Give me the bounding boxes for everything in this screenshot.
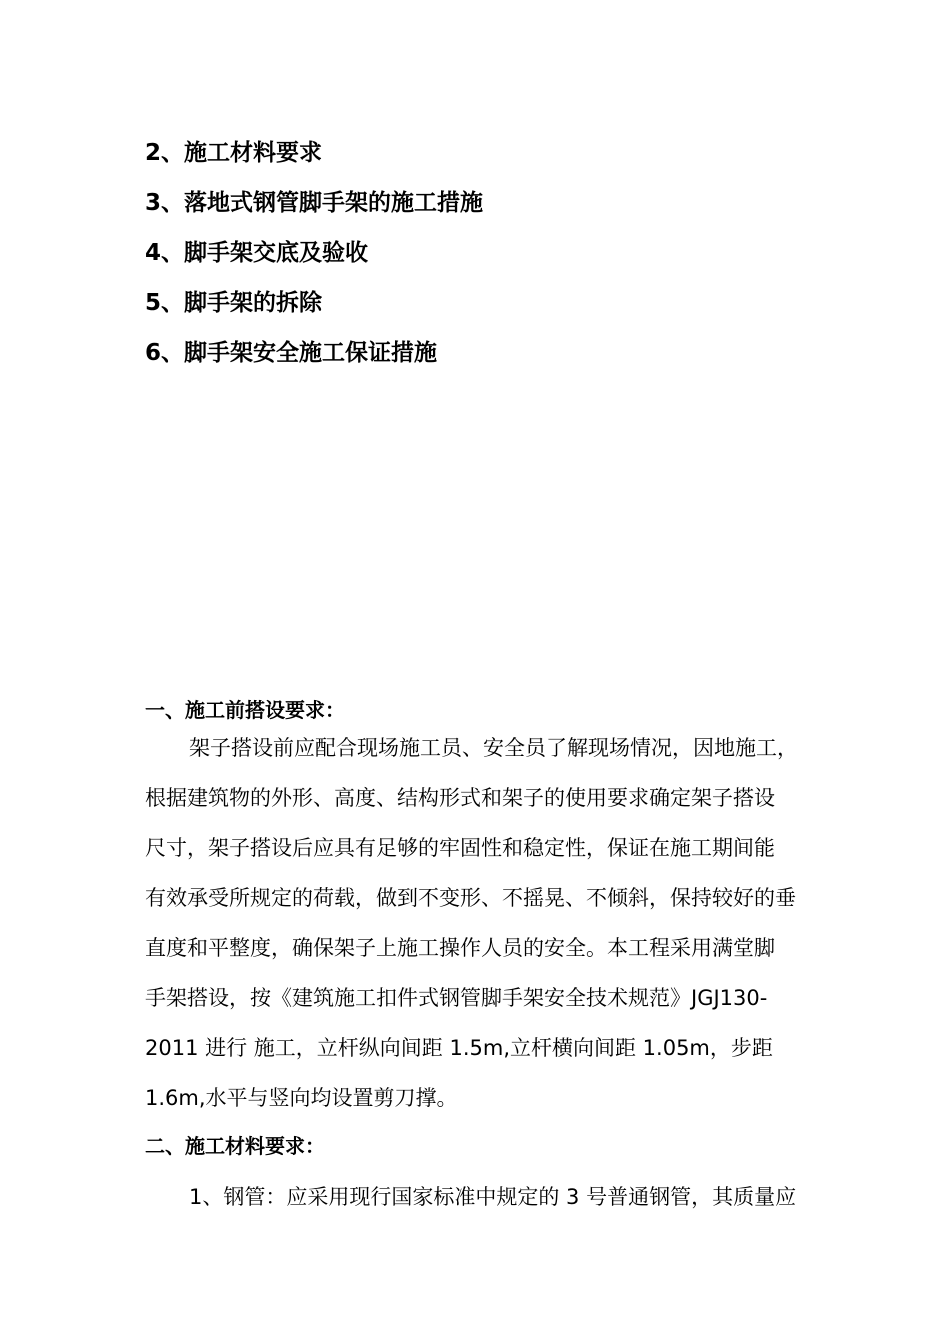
section-body-pre-construction <box>145 723 825 1123</box>
paragraph-line: 1.6m,水平与竖向均设置剪刀撑。 <box>145 1086 458 1110</box>
paragraph-line: 直度和平整度，确保架子上施工操作人员的安全。本工程采用满堂脚 <box>145 936 775 960</box>
toc-item-materials: 2、施工材料要求 <box>145 140 323 166</box>
paragraph-line: 有效承受所规定的荷载，做到不变形、不摇晃、不倾斜，保持较好的垂 <box>145 886 796 910</box>
section-heading-pre-construction: 一、施工前搭设要求： <box>145 698 345 722</box>
paragraph-line: 架子搭设前应配合现场施工员、安全员了解现场情况，因地施工， <box>189 736 798 760</box>
toc-item-construction-measures: 3、落地式钢管脚手架的施工措施 <box>145 190 484 216</box>
paragraph-line: 1、钢管：应采用现行国家标准中规定的 3 号普通钢管，其质量应 <box>189 1185 797 1209</box>
paragraph-line: 尺寸，架子搭设后应具有足够的牢固性和稳定性，保证在施工期间能 <box>145 836 775 860</box>
toc-item-safety-measures: 6、脚手架安全施工保证措施 <box>145 340 438 366</box>
section-heading-materials: 二、施工材料要求： <box>145 1134 325 1158</box>
paragraph-line: 2011 进行 施工，立杆纵向间距 1.5m,立杆横向间距 1.05m，步距 <box>145 1036 773 1060</box>
section-body-materials <box>145 1172 825 1222</box>
table-of-contents <box>145 128 825 378</box>
paragraph-line: 手架搭设，按《建筑施工扣件式钢管脚手架安全技术规范》JGJ130- <box>145 986 768 1010</box>
toc-item-dismantling: 5、脚手架的拆除 <box>145 290 323 316</box>
toc-item-handover-acceptance: 4、脚手架交底及验收 <box>145 240 369 266</box>
paragraph-line: 根据建筑物的外形、高度、结构形式和架子的使用要求确定架子搭设 <box>145 786 775 810</box>
